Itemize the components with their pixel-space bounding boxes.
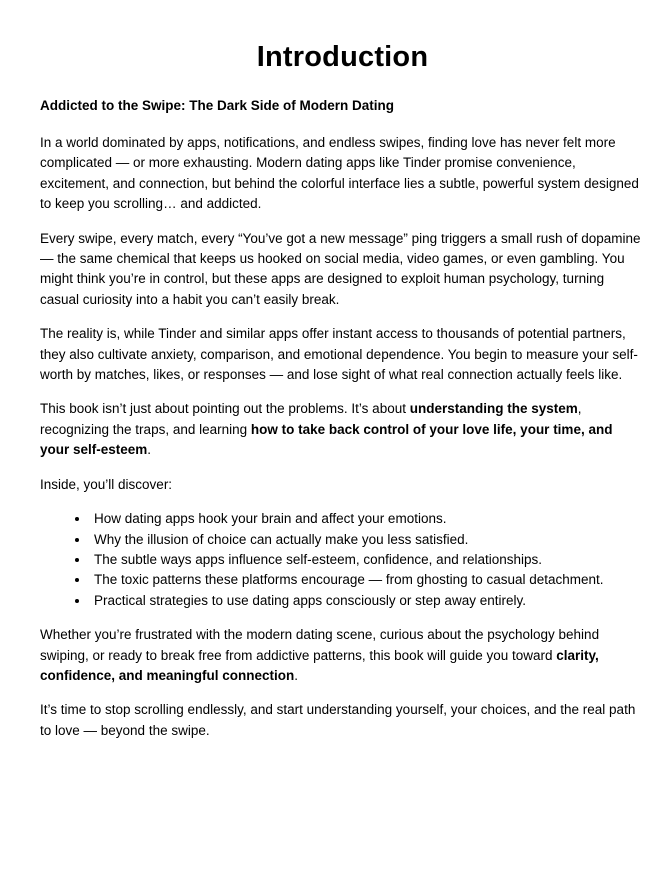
paragraph-text: This book isn’t just about pointing out the problems. It’s about <box>40 401 410 417</box>
list-item: • Why the illusion of choice can actually make you less satisfied. <box>90 530 645 550</box>
paragraph-text: Every swipe, every match, every “You’ve got a new message” ping triggers a small rush of dopamine — the same chemical that keeps us hooked on social media, video games, or even gambling. You might think you’re in control, but these apps are designed to exploit human psychology, turning casual curiosity into a habit you can’t easily break. <box>40 230 641 307</box>
bold-phrase-understanding-system: understanding the system <box>409 401 578 417</box>
paragraph-closing <box>40 700 645 741</box>
paragraph-text: . <box>294 667 299 683</box>
bold-phrase-take-back-control: how to take back control of your love life, your time, and your self-esteem <box>40 421 613 458</box>
bold-phrase-clarity-connection: clarity, confidence, and meaningful connection <box>40 647 599 683</box>
paragraph-text: In a world dominated by apps, notifications, and endless swipes, finding love has never felt more complicated — or more exhausting. Modern dating apps like Tinder promise convenience, excitement, and connection, but behind the colorful interface lies a subtle, powerful system designed to keep you scrolling… and addicted. <box>40 135 639 212</box>
paragraph-text: . <box>147 442 152 458</box>
page-title: Introduction <box>256 41 429 73</box>
paragraph-text: , recognizing the traps, and learning <box>40 401 582 437</box>
paragraph-text: It’s time to stop scrolling endlessly, and start understanding yourself, your choices, and the real path to love — beyond the swipe. <box>40 702 636 738</box>
paragraph-dopamine <box>40 229 645 311</box>
list-item: • Practical strategies to use dating apps consciously or step away entirely. <box>90 591 645 611</box>
paragraph-text: The reality is, while Tinder and similar apps offer instant access to thousands of potential partners, they also cultivate anxiety, comparison, and emotional dependence. You begin to measure your self-worth by matches, likes, or responses — and lose sight of what real connection actually feels like. <box>40 326 638 383</box>
paragraph-text: Whether you’re frustrated with the modern dating scene, curious about the psychology behind swiping, or ready to break free from addictive patterns, this book will guide you toward <box>40 627 600 663</box>
list-item: • The toxic patterns these platforms encourage — from ghosting to casual detachment. <box>90 570 645 590</box>
section-heading: Addicted to the Swipe: The Dark Side of Modern Dating <box>40 98 395 113</box>
paragraph-book-purpose <box>40 399 645 460</box>
paragraph-discover-intro <box>40 475 645 495</box>
paragraph-text: Inside, you’ll discover: <box>40 476 173 492</box>
paragraph-hook <box>40 133 645 215</box>
list-item: • How dating apps hook your brain and affect your emotions. <box>90 509 645 529</box>
discover-list <box>40 509 645 611</box>
paragraph-guidance <box>40 625 645 686</box>
paragraph-reality <box>40 324 645 385</box>
list-item: • The subtle ways apps influence self-esteem, confidence, and relationships. <box>90 550 645 570</box>
